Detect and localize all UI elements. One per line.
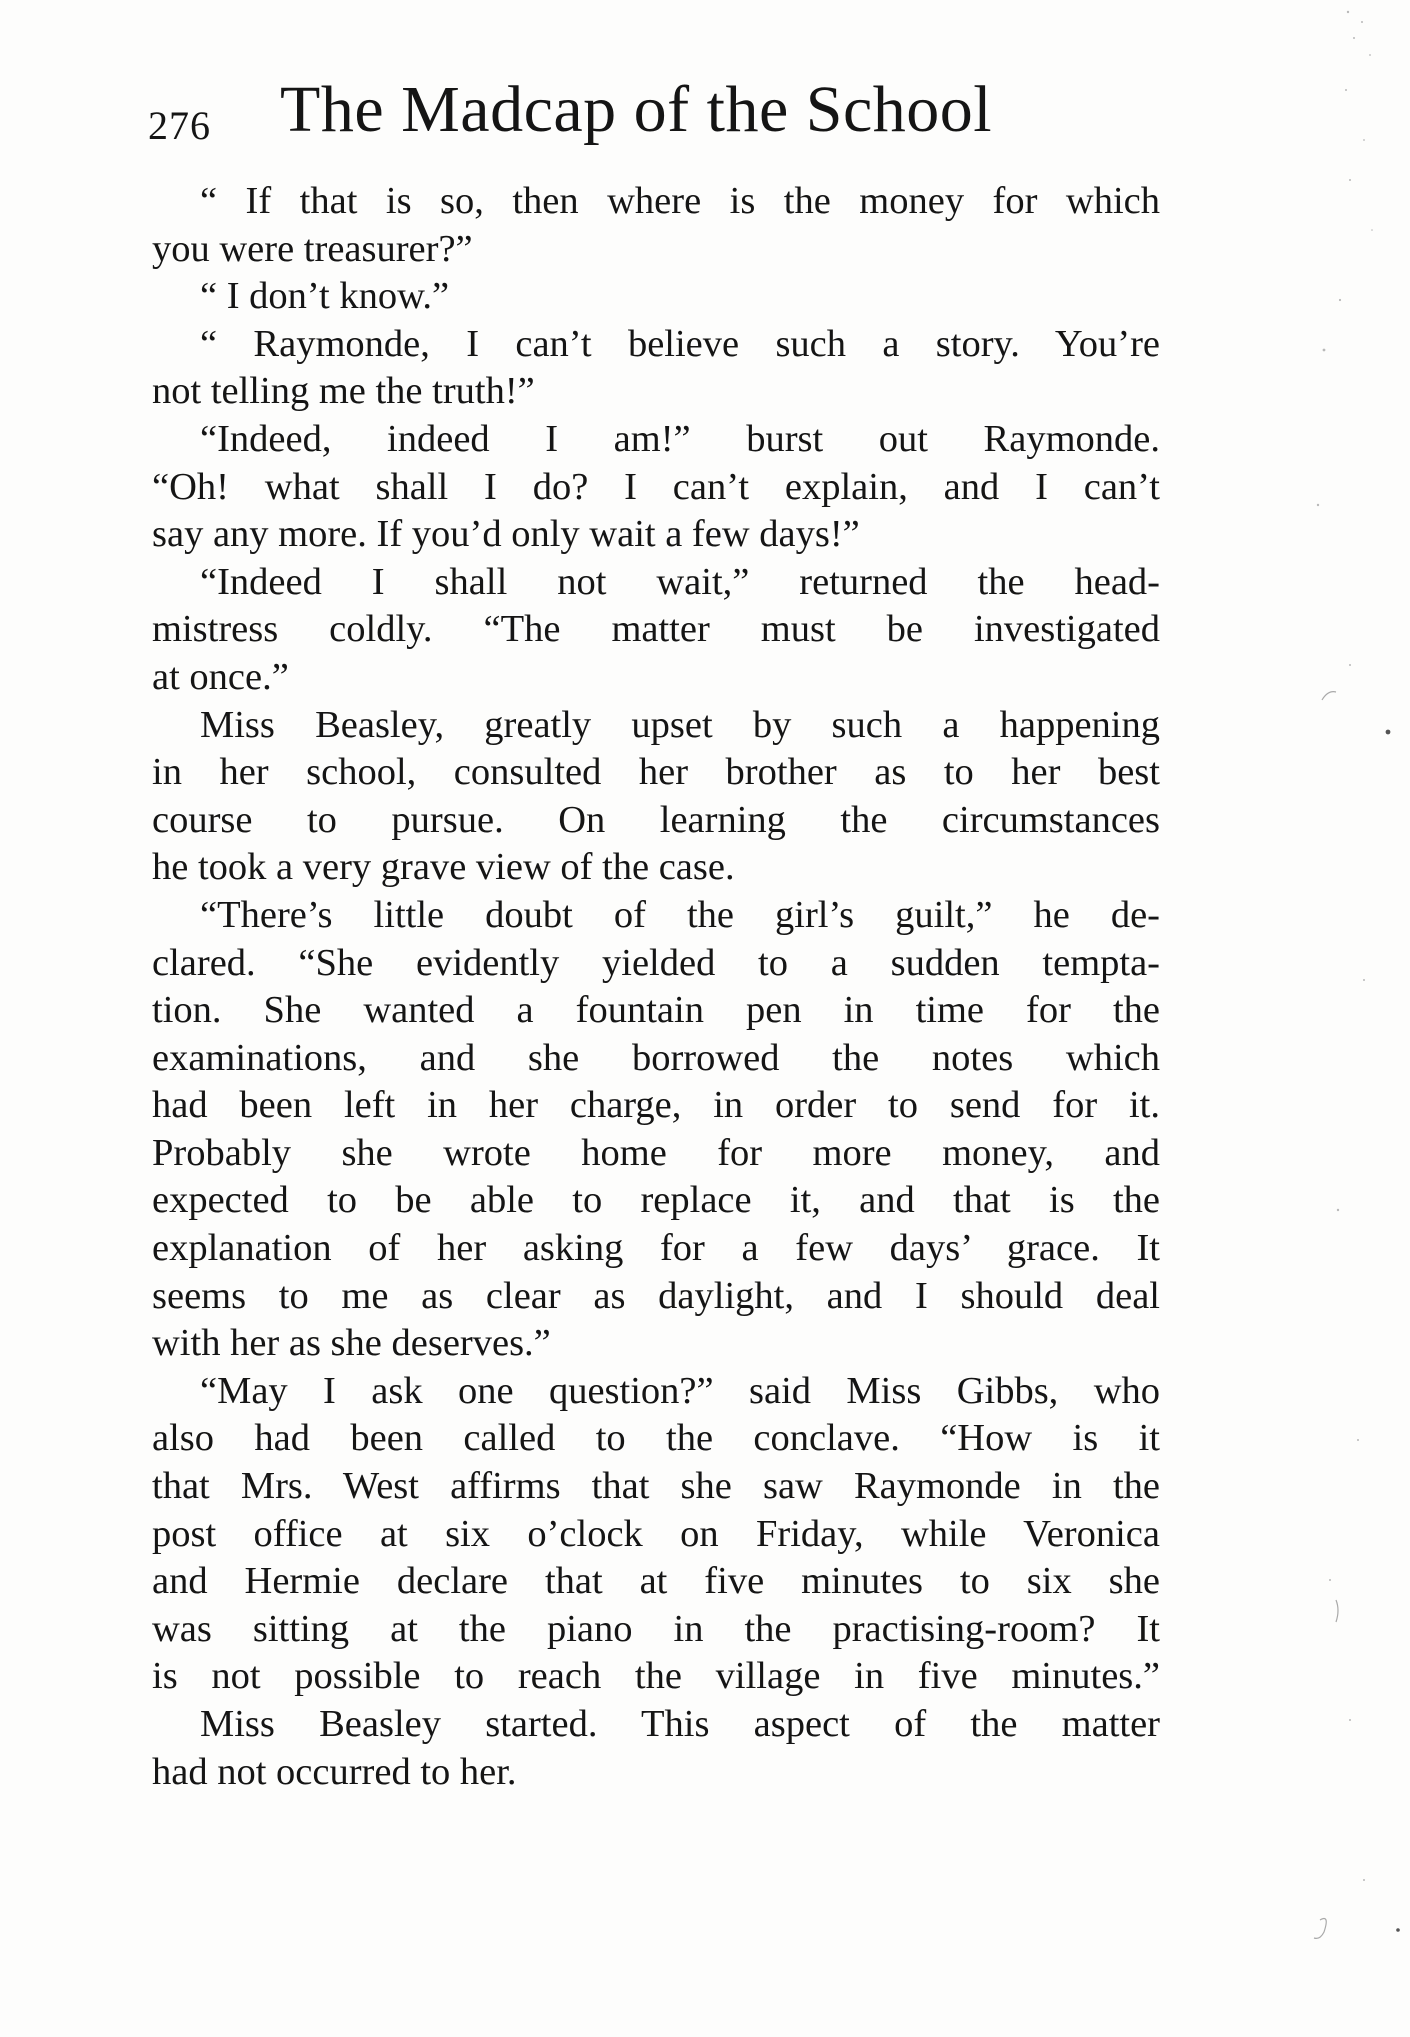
- text-line: and Hermie declare that at five minutes to six she: [152, 1560, 1160, 1603]
- text-line: tion. She wanted a fountain pen in time for the: [152, 989, 1160, 1032]
- page-number: 276: [148, 103, 211, 148]
- text-line: “Indeed I shall not wait,” returned the head-: [200, 560, 1160, 603]
- text-line: had not occurred to her.: [152, 1750, 517, 1793]
- text-line: not telling me the truth!”: [152, 370, 535, 413]
- page-header: [148, 72, 1158, 162]
- text-line: examinations, and she borrowed the notes which: [152, 1036, 1160, 1079]
- text-line: seems to me as clear as daylight, and I should deal: [152, 1274, 1160, 1317]
- paper-specks: [1280, 0, 1410, 2037]
- running-head: The Madcap of the School: [280, 73, 993, 146]
- text-line: you were treasurer?”: [152, 227, 473, 270]
- text-line: explanation of her asking for a few days’ grace. It: [152, 1227, 1160, 1270]
- text-line: say any more. If you’d only wait a few days!”: [152, 513, 860, 556]
- text-line: “Indeed, indeed I am!” burst out Raymonde.: [200, 417, 1160, 460]
- text-line: is not possible to reach the village in five minutes.”: [152, 1655, 1160, 1698]
- text-line: Miss Beasley, greatly upset by such a happening: [200, 703, 1160, 746]
- text-line: course to pursue. On learning the circumstances: [152, 798, 1160, 841]
- text-line: that Mrs. West affirms that she saw Raymonde in the: [152, 1465, 1160, 1508]
- text-line: mistress coldly. “The matter must be investigated: [152, 608, 1160, 651]
- text-line: “ I don’t know.”: [200, 275, 450, 318]
- text-line: at once.”: [152, 655, 289, 698]
- text-line: he took a very grave view of the case.: [152, 846, 735, 889]
- text-line: “ Raymonde, I can’t believe such a story. You’re: [200, 322, 1160, 365]
- text-line: Probably she wrote home for more money, and: [152, 1131, 1160, 1174]
- text-line: clared. “She evidently yielded to a sudden tempta-: [152, 941, 1160, 984]
- text-line: “Oh! what shall I do? I can’t explain, and I can’t: [152, 465, 1160, 508]
- text-line: had been left in her charge, in order to send for it.: [152, 1084, 1160, 1127]
- text-line: “There’s little doubt of the girl’s guilt,” he de-: [200, 893, 1160, 936]
- text-line: “ If that is so, then where is the money for which: [200, 180, 1160, 222]
- text-line: was sitting at the piano in the practising-room? It: [152, 1607, 1160, 1650]
- text-line: also had been called to the conclave. “How is it: [152, 1417, 1160, 1460]
- text-line: with her as she deserves.”: [152, 1322, 551, 1365]
- text-line: Miss Beasley started. This aspect of the matter: [200, 1703, 1160, 1745]
- text-line: “May I ask one question?” said Miss Gibbs, who: [200, 1369, 1160, 1412]
- text-line: in her school, consulted her brother as to her best: [152, 751, 1160, 794]
- body-text: [152, 178, 1160, 1828]
- text-line: post office at six o’clock on Friday, while Veronica: [152, 1512, 1160, 1555]
- text-line: expected to be able to replace it, and that is the: [152, 1179, 1160, 1222]
